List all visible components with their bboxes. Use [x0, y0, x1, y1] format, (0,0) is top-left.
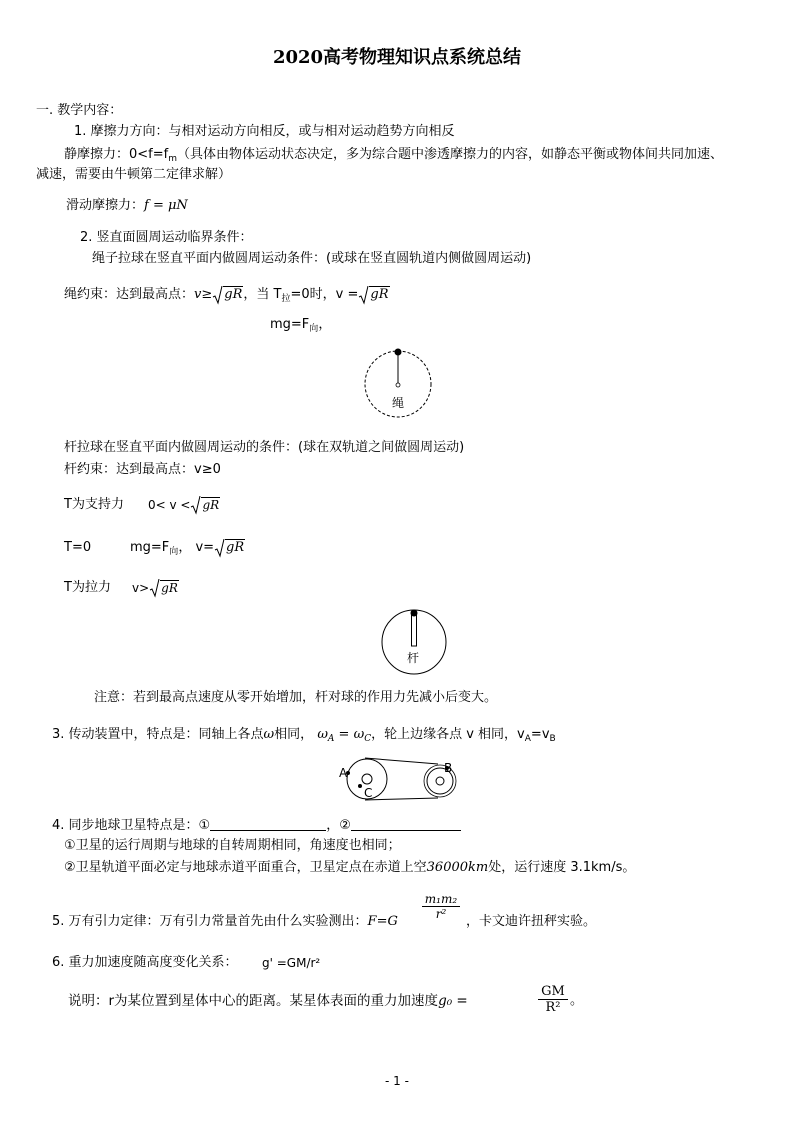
sqrt-gR: gR	[190, 497, 220, 513]
label-c: C	[364, 786, 373, 800]
explanation-line: 说明：r为某位置到星体中心的距离。某星体表面的重力加速度g₀ =	[68, 993, 468, 1009]
g-prime-formula: g' =GM/r²	[262, 956, 321, 970]
item-5-gravitation: 5. 万有引力定律：万有引力常量首先由什么实验测出：F=G	[52, 914, 398, 929]
sqrt-gR: gR	[214, 540, 245, 556]
rod-description: 杆拉球在竖直平面内做圆周运动的条件：(球在双轨道之间做圆周运动)	[64, 440, 465, 455]
sqrt-gR: gR	[149, 580, 179, 596]
item-3-transmission: 3. 传动装置中，特点是：同轴上各点ω相同， $\omega_A = \omega_C$，轮上边缘各点 v 相同，$v_A=v_B$	[52, 727, 556, 744]
static-friction-line-2: 减速，需要由牛顿第二定律求解）	[36, 167, 232, 182]
static-friction-line: 静摩擦力：$0<f=f_m$（具体由物体运动状态决定，多为综合题中渗透摩擦力的内容，如静态平衡或物体间共同加速、	[64, 147, 724, 164]
blank-2	[351, 817, 461, 831]
blank-1	[210, 817, 326, 831]
sliding-friction-line: 滑动摩擦力：f = μN	[66, 198, 188, 213]
t-zero-formula: $mg=F_向$， v= gR	[130, 540, 245, 557]
pull-condition: v> gR	[132, 581, 178, 595]
rod-figure-label: 杆	[407, 651, 420, 665]
mg-equals-f-line: $mg=F_向$，	[270, 317, 332, 334]
rope-figure-label: 绳	[392, 396, 405, 410]
label-b: B	[444, 761, 453, 775]
item-5-answer: ，卡文迪许扭秤实验。	[466, 914, 597, 929]
item-1-friction-direction: 1. 摩擦力方向：与相对运动方向相反，或与相对运动趋势方向相反	[74, 124, 455, 139]
item-6-gravity-acceleration: 6. 重力加速度随高度变化关系：	[52, 955, 238, 970]
support-force-label: T为支持力	[64, 497, 124, 512]
note-line: 注意：若到最高点速度从零开始增加，杆对球的作用力先减小后变大。	[94, 690, 498, 705]
t-zero-label: T=0	[64, 540, 92, 555]
rod-constraint-line: 杆约束：达到最高点：v≥0	[64, 462, 221, 477]
omega-equation: $\omega_A = \omega_C$	[317, 727, 372, 744]
g0-fraction: GM R²	[538, 984, 568, 1015]
page-title: 2020高考物理知识点系统总结	[272, 47, 522, 68]
pull-force-label: T为拉力	[64, 580, 111, 595]
satellite-point-1: ①卫星的运行周期与地球的自转周期相同，角速度也相同；	[64, 838, 401, 853]
rope-constraint-line: 绳约束：达到最高点：v≥ gR，当 $T_拉=0$时，v = gR	[64, 287, 389, 304]
section-heading: 一. 教学内容：	[36, 103, 123, 118]
label-a: A	[339, 766, 348, 780]
explanation-end: 。	[570, 993, 584, 1008]
item-2-circular-motion: 2. 竖直面圆周运动临界条件：	[80, 230, 253, 245]
item-4-satellite: 4. 同步地球卫星特点是：① ，②	[52, 817, 461, 834]
gravitation-fraction: m₁m₂ r²	[422, 892, 460, 921]
satellite-point-2: ②卫星轨道平面必定与地球赤道平面重合，卫星定点在赤道上空36000km处，运行速度 3.1km/s。	[64, 860, 636, 875]
sqrt-gR: gR	[358, 287, 389, 303]
support-condition: 0< v < gR	[148, 498, 220, 512]
rope-description: 绳子拉球在竖直平面内做圆周运动条件：(或球在竖直圆轨道内侧做圆周运动)	[92, 251, 532, 266]
page-number: - 1 -	[385, 1074, 409, 1088]
sqrt-gR: gR	[212, 287, 243, 303]
